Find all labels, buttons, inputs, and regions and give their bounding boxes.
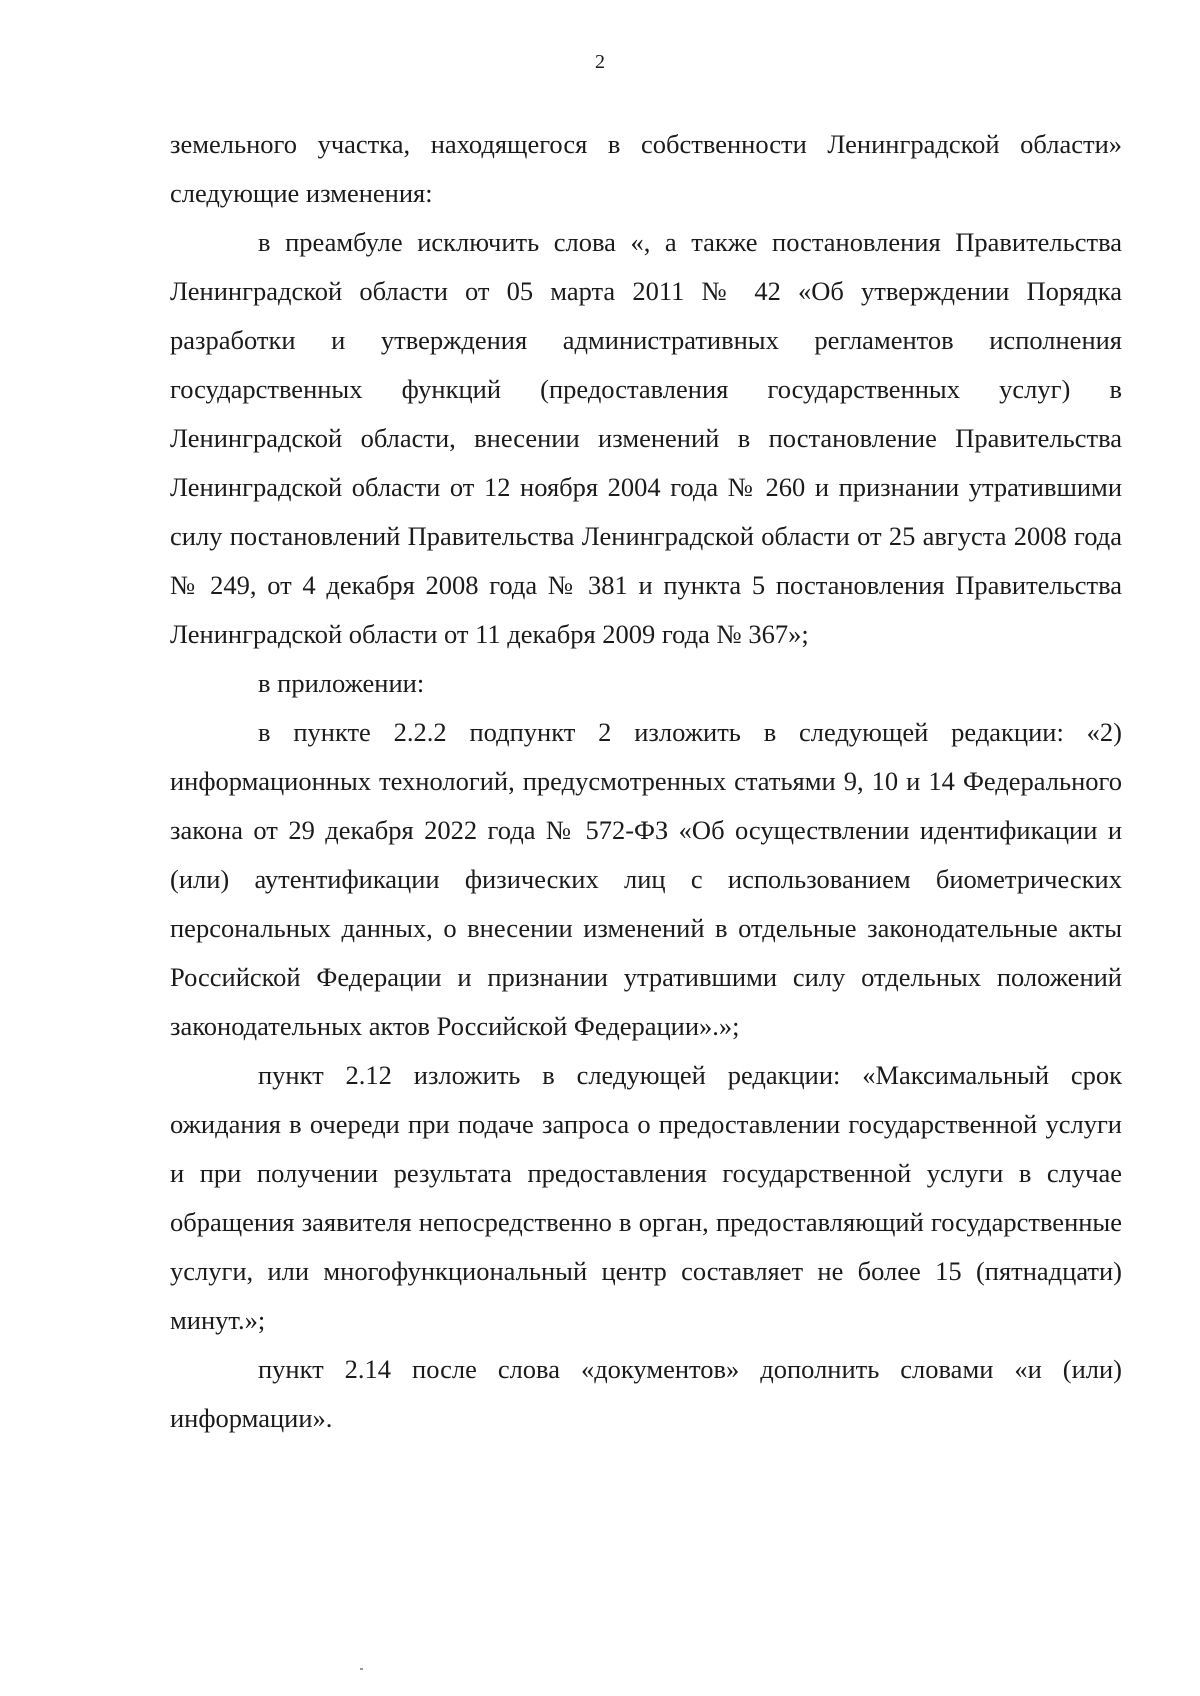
scan-artifact xyxy=(360,1668,363,1670)
paragraph-appendix-heading: в приложении: xyxy=(258,668,425,698)
paragraph-intro: земельного участка, находящегося в собственности Ленинградской области» следующие изменения: xyxy=(170,129,1122,208)
document-body xyxy=(170,120,1122,1443)
paragraph-item-2-14: пункт 2.14 после слова «документов» дополнить словами «и (или) информации». xyxy=(170,1354,1122,1433)
paragraph-item-2-12: пункт 2.12 изложить в следующей редакции: «Максимальный срок ожидания в очереди при подаче запроса о предоставлении государственной услуги и при получении результата предоставления государственной услуги в случае обращения заявителя непосредственно в орган, предоставляющий государственные услуги, или многофункциональный центр составляет не более 15 (пятнадцати) минут.»; xyxy=(170,1060,1122,1335)
page-number: 2 xyxy=(595,51,605,73)
paragraph-preamble: в преамбуле исключить слова «, а также постановления Правительства Ленинградской области от 05 марта 2011 № 42 «Об утверждении Порядка разработки и утверждения административных регламентов исполнения государственных функций (предоставления государственных услуг) в Ленинградской области, внесении изменений в постановление Правительства Ленинградской области от 12 ноября 2004 года № 260 и признании утратившими силу постановлений Правительства Ленинградской области от 25 августа 2008 года № 249, от 4 декабря 2008 года № 381 и пункта 5 постановления Правительства Ленинградской области от 11 декабря 2009 года № 367»; xyxy=(170,227,1122,649)
paragraph-item-2-2-2: в пункте 2.2.2 подпункт 2 изложить в следующей редакции: «2) информационных технологий, предусмотренных статьями 9, 10 и 14 Федерального закона от 29 декабря 2022 года № 572-ФЗ «Об осуществлении идентификации и (или) аутентификации физических лиц с использованием биометрических персональных данных, о внесении изменений в отдельные законодательные акты Российской Федерации и признании утратившими силу отдельных положений законодательных актов Российской Федерации».»; xyxy=(170,717,1122,1041)
